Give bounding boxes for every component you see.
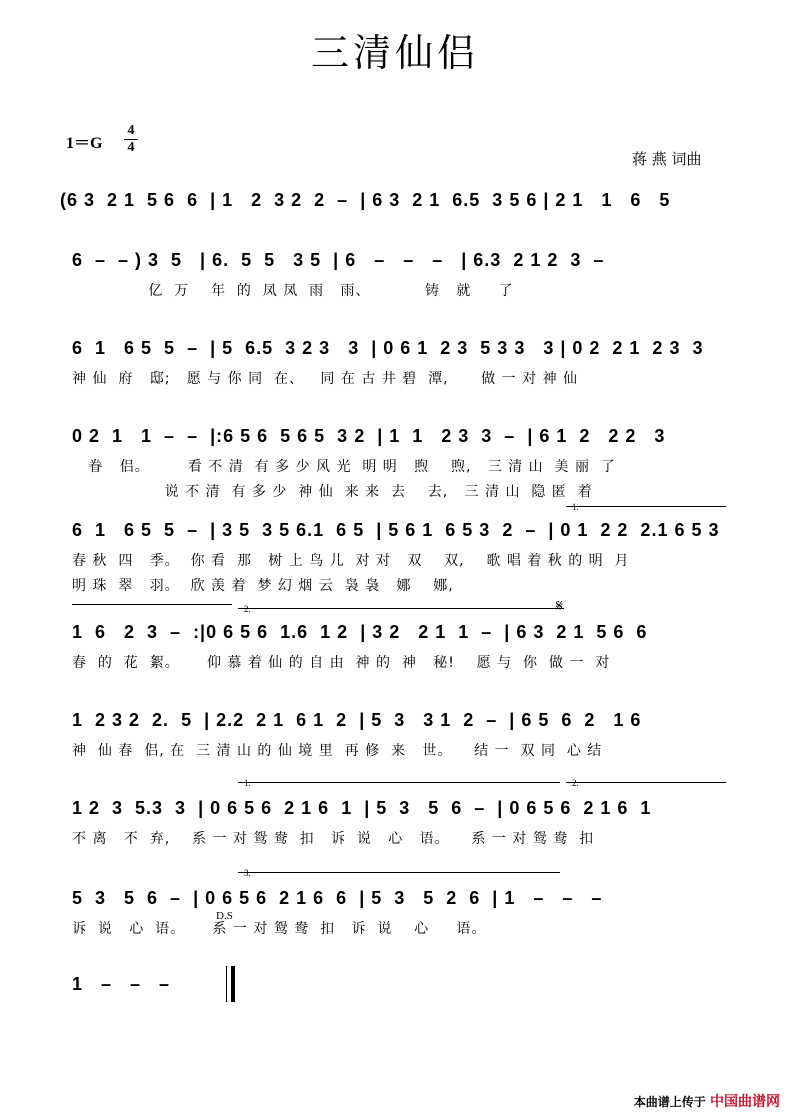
song-title: 三清仙侣: [310, 31, 479, 75]
key-signature: 1＝G: [66, 135, 103, 152]
notes-line: 0 2 1 1 – – |:6 5 6 5 6 5 3 2 | 1 1 2 3 3 – | 6 1 2 2 2 3: [72, 426, 666, 446]
lyrics-verse-2: 明 珠 翠 羽。 欣 羡 着 梦 幻 烟 云 袅 袅 娜 娜,: [72, 578, 454, 594]
notes-line: 1 – – –: [72, 974, 171, 994]
time-signature-top: 4: [127, 123, 135, 138]
volta-2-mark: 2.: [244, 604, 251, 614]
volta-2-line: [238, 608, 564, 610]
notes-line: 6 1 6 5 5 – | 5 6.5 3 2 3 3 | 0 6 1 2 3 5 3 3 3 | 0 2 2 1 2 3 3: [72, 338, 704, 358]
time-signature: [124, 124, 138, 155]
lyrics-verse-1: 诉 说 心 语。 系 一 对 鸳 鸯 扣 诉 说 心 语。: [72, 921, 487, 937]
notes-line: 1 2 3 2 2. 5 | 2.2 2 1 6 1 2 | 5 3 3 1 2 – | 6 5 6 2 1 6: [72, 710, 642, 730]
volta-3-line: [238, 872, 560, 874]
segno-sign: 𝄋: [556, 596, 563, 615]
volta-1-line: [72, 604, 232, 606]
volta-1-line: [238, 782, 560, 784]
lyrics-verse-2: 说 不 清 有 多 少 神 仙 来 来 去 去, 三 清 山 隐 匿 着: [72, 484, 593, 500]
lyrics-verse-1: 眷 侣。 看 不 清 有 多 少 风 光 明 明 煦 煦, 三 清 山 美 丽 了: [72, 459, 616, 475]
volta-2-mark: 2.: [572, 778, 579, 788]
volta-3-mark: 3.: [244, 868, 251, 878]
notes-line: 6 1 6 5 5 – | 3 5 3 5 6.1 6 5 | 5 6 1 6 5 3 2 – | 0 1 2 2 2.1 6 5 3: [72, 520, 720, 540]
notes-line: 1 6 2 3 – :|0 6 5 6 1.6 1 2 | 3 2 2 1 1 – | 6 3 2 1 5 6 6: [72, 622, 648, 642]
notes-line: (6 3 2 1 5 6 6 | 1 2 3 2 2 – | 6 3 2 1 6.5 3 5 6 | 2 1 1 6 5: [60, 190, 671, 210]
final-barline-thin: [226, 966, 227, 1002]
volta-1-line: [566, 506, 726, 508]
ds-marking: D.S: [216, 910, 233, 922]
notes-line: 1 2 3 5.3 3 | 0 6 5 6 2 1 6 1 | 5 3 5 6 – | 0 6 5 6 2 1 6 1: [72, 798, 652, 818]
site-logo[interactable]: 中国曲谱网: [710, 1094, 780, 1110]
volta-1-mark: 1.: [244, 778, 251, 788]
lyrics-verse-1: 不 离 不 弃, 系 一 对 鸳 鸯 扣 诉 说 心 语。 系 一 对 鸳 鸯 扣: [72, 831, 595, 847]
lyrics-verse-1: 春 的 花 絮。 仰 慕 着 仙 的 自 由 神 的 神 秘! 愿 与 你 做 一 对: [72, 655, 611, 671]
notes-line: 5 3 5 6 – | 0 6 5 6 2 1 6 6 | 5 3 5 2 6 | 1 – – –: [72, 888, 603, 908]
volta-2-line: [566, 782, 726, 784]
lyrics-verse-1: 亿 万 年 的 凤 凤 雨 雨、 铸 就 了: [72, 283, 514, 299]
volta-1-mark: 1.: [572, 502, 579, 512]
composer-credit: 蒋 燕 词曲: [632, 150, 702, 168]
source-credit: [634, 1091, 780, 1111]
final-barline-thick: [231, 966, 235, 1002]
lyrics-verse-1: 神 仙 春 侣, 在 三 清 山 的 仙 境 里 再 修 来 世。 结 一 双 同 心 结: [72, 743, 603, 759]
source-credit-prefix: 本曲谱上传于: [633, 1095, 706, 1109]
time-signature-bottom: 4: [127, 140, 135, 155]
notes-line: 6 – – ) 3 5 | 6. 5 5 3 5 | 6 – – – | 6.3 2 1 2 3 –: [72, 250, 605, 270]
lyrics-verse-1: 春 秋 四 季。 你 看 那 树 上 鸟 儿 对 对 双 双, 歌 唱 着 秋 的 明 月: [72, 553, 630, 569]
lyrics-verse-1: 神 仙 府 邸; 愿 与 你 同 在、 同 在 古 井 碧 潭, 做 一 对 神 仙: [72, 371, 579, 387]
